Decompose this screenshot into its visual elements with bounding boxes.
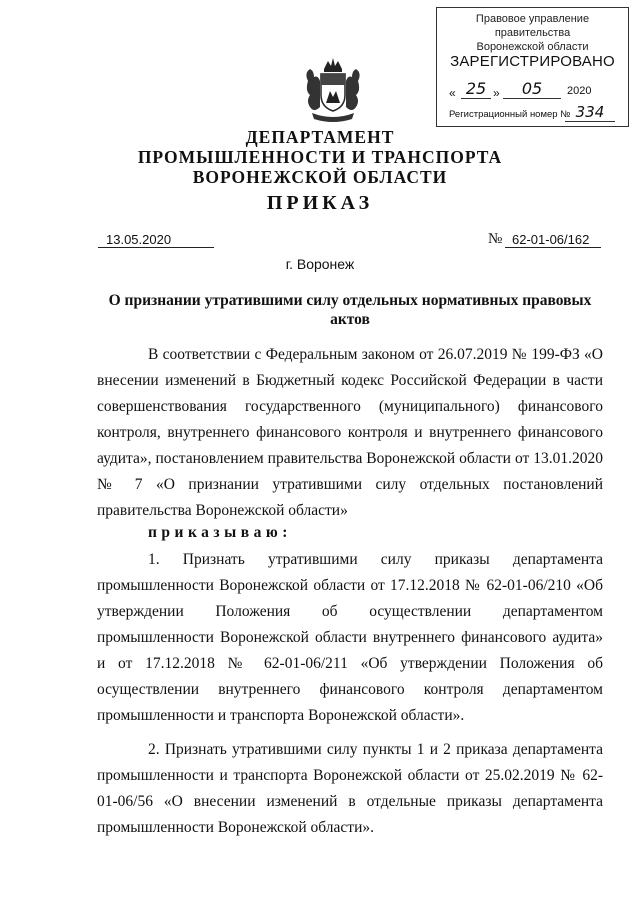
department-title-line2: ПРОМЫШЛЕННОСТИ И ТРАНСПОРТА — [137, 147, 503, 167]
order-number: 62-01-06/162 — [505, 232, 601, 248]
registration-stamp — [436, 7, 629, 127]
stamp-quote-open: « — [449, 86, 456, 100]
order-item-1: 1. Признать утратившими силу приказы департамента промышленности Воронежской области от 17.12.2018 № 62-01-06/210 «Об утверждении Положения об осуществлении департаментом промышленности Воронежской области внутреннего финансового аудита» и от 17.12.2018 № 62-01-06/211 «Об утверждении Положения об осуществлении внутреннего финансового контроля департаментом промышленности и транспорта Воронежской области». — [97, 551, 603, 724]
department-title-line1: ДЕПАРТАМЕНТ — [245, 127, 395, 147]
stamp-quote-close: » — [493, 86, 500, 100]
order-item-2: 2. Признать утратившими силу пункты 1 и 2 приказа департамента промышленности и транспорта Воронежской области от 25.02.2019 № 62-01-06/56 «О внесении изменений в отдельные приказы департамента промышленности Воронежской области». — [97, 741, 603, 836]
stamp-org-line2: Воронежской области — [476, 41, 589, 53]
stamp-organization — [437, 12, 628, 54]
stamp-year: 2020 — [567, 85, 592, 97]
stamp-month: 05 — [503, 79, 561, 99]
order-date: 13.05.2020 — [98, 232, 214, 248]
order-subject: О признании утратившими силу отдельных нормативных правовых актов — [108, 292, 592, 328]
stamp-day: 25 — [461, 79, 491, 99]
stamp-org-line1: Правовое управление правительства — [475, 13, 590, 39]
orders-word: приказываю: — [148, 524, 292, 541]
stamp-reg-number: 334 — [565, 103, 615, 122]
department-title-line3: ВОРОНЕЖСКОЙ ОБЛАСТИ — [192, 167, 448, 187]
coat-of-arms-emblem — [302, 55, 364, 125]
city: г. Воронеж — [285, 256, 355, 272]
stamp-reg-number-label: Регистрационный номер № — [449, 109, 571, 120]
order-number-label: № — [488, 231, 503, 247]
preamble-paragraph: В соответствии с Федеральным законом от 26.07.2019 № 199-ФЗ «О внесении изменений в Бюджетный кодекс Российской Федерации в части совершенствования государственного (муниципального) финансового контроля, внутреннего финансового контроля и внутреннего финансового аудита», постановлением правительства Воронежской области от 13.01.2020 № 7 «О признании утратившими силу отдельных постановлений правительства Воронежской области» — [97, 346, 603, 519]
stamp-date — [449, 79, 621, 103]
stamp-status: ЗАРЕГИСТРИРОВАНО — [450, 53, 615, 70]
document-type-heading: ПРИКАЗ — [266, 192, 374, 214]
